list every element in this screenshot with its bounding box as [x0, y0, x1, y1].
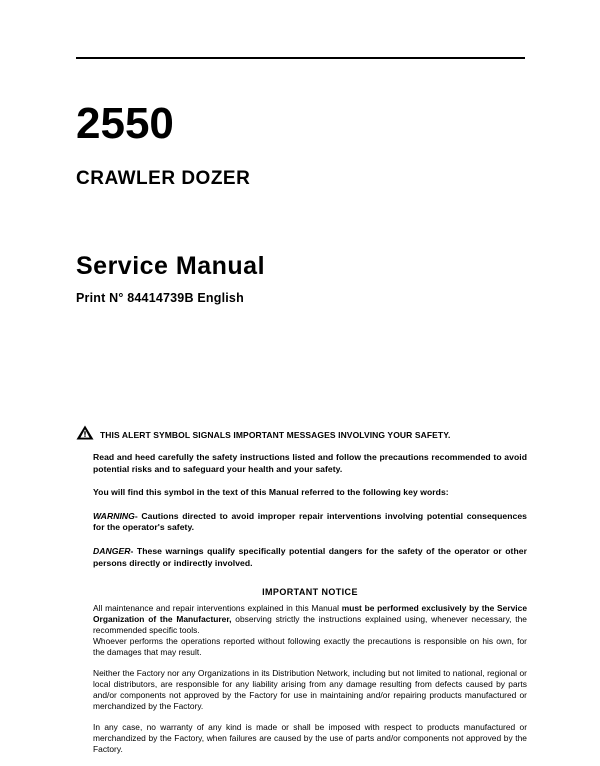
- safety-paragraph-1: Read and heed carefully the safety instructions listed and follow the precautions recommended to avoid potential risks and to safeguard your health and your safety.: [93, 452, 527, 474]
- warning-keyword: WARNING: [93, 510, 135, 521]
- notice-paragraph-1-emphasis: must be performed exclusively by the Service Organization of the Manufacturer,: [93, 603, 527, 624]
- danger-text: - These warnings qualify specifically potential dangers for the safety of the operator or other persons directly or indirectly involved.: [93, 545, 527, 568]
- document-title: Service Manual: [76, 252, 266, 280]
- safety-paragraph-2: You will find this symbol in the text of this Manual referred to the following key words:: [93, 487, 449, 498]
- safety-alert-statement: THIS ALERT SYMBOL SIGNALS IMPORTANT MESSAGES INVOLVING YOUR SAFETY.: [100, 430, 451, 440]
- notice-paragraph-1-part-a: All maintenance and repair interventions explained in this Manual: [93, 603, 342, 613]
- notice-paragraph-3: Neither the Factory nor any Organizations in its Distribution Network, including but not limited to national, regional or local distributors, are responsible for any liability arising from any damage resulting from defects caused by parts and/or components not approved by the Factory for use in maintaining and/or repairing products manufactured or merchandized by the Factory.: [93, 668, 527, 711]
- safety-warning-paragraph: [93, 511, 527, 534]
- warning-text: - Cautions directed to avoid improper repair interventions involving potential consequences for the operator's safety.: [93, 510, 527, 533]
- safety-danger-paragraph: [93, 546, 527, 569]
- important-notice-body: [93, 603, 527, 755]
- notice-paragraph-1: [93, 603, 527, 636]
- model-number: 2550: [76, 99, 174, 148]
- title-block: [76, 98, 526, 305]
- important-notice-heading: IMPORTANT NOTICE: [262, 587, 358, 597]
- notice-paragraph-1-part-c: observing strictly the instructions explained using, whenever necessary, the recommended specific tools.: [93, 614, 527, 635]
- header-divider: [76, 57, 525, 59]
- danger-keyword: DANGER: [93, 545, 131, 556]
- safety-alert-row: [76, 425, 526, 440]
- notice-paragraph-2: Whoever performs the operations reported without following exactly the precautions is responsible on his own, for the damages that may result.: [93, 636, 527, 657]
- safety-instructions: [93, 452, 527, 569]
- notice-paragraph-4: In any case, no warranty of any kind is made or shall be imposed with respect to products manufactured or merchandized by the Factory, when failures are caused by the use of parts and/or components not approved by the Factory.: [93, 722, 527, 754]
- machine-type: CRAWLER DOZER: [76, 168, 251, 189]
- warning-triangle-icon: [76, 425, 94, 440]
- print-number-line: Print N° 84414739B English: [76, 291, 244, 305]
